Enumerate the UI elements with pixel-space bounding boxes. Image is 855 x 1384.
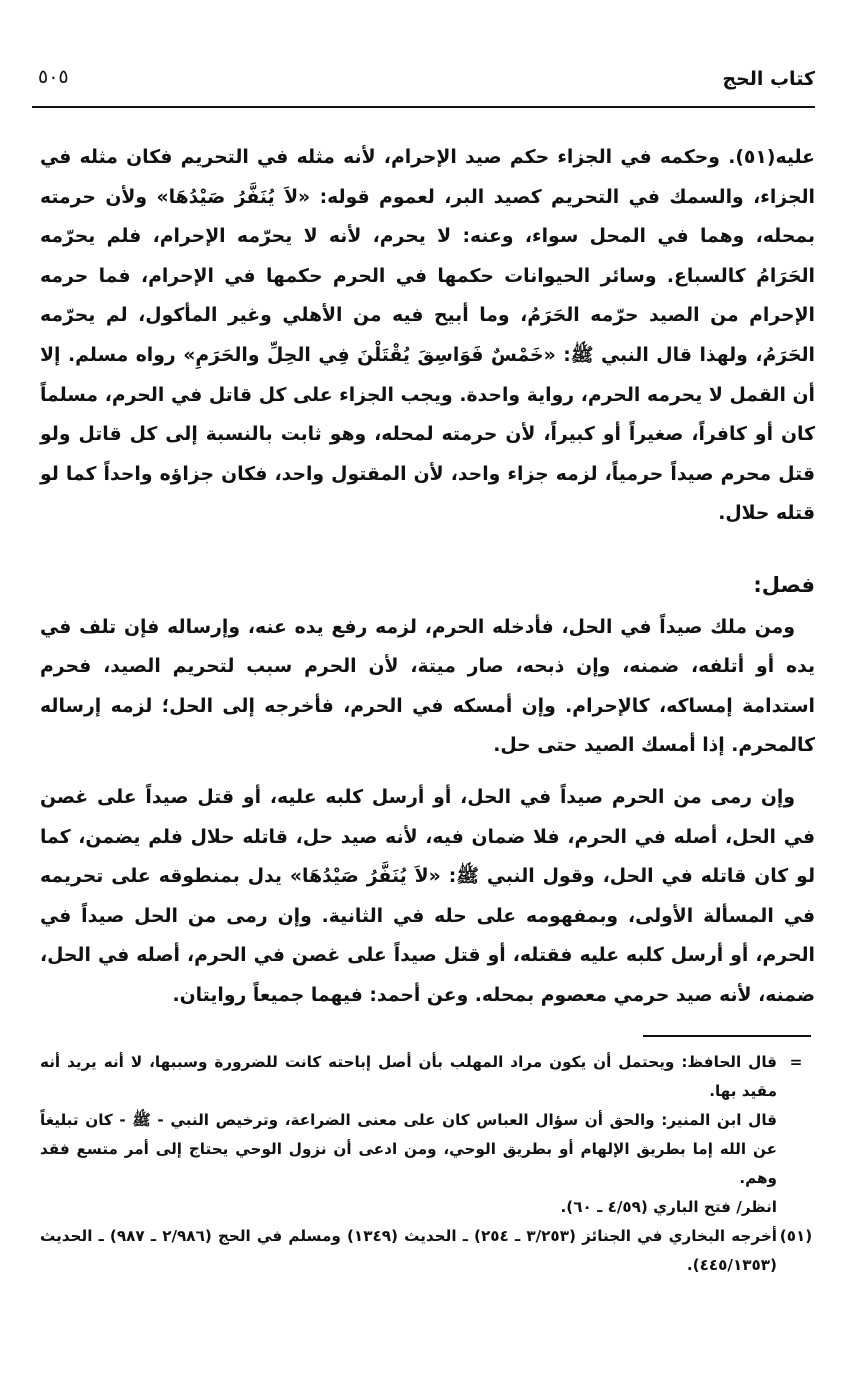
footnote-line: انظر/ فتح الباري (٤/٥٩ ـ ٦٠).: [560, 1198, 777, 1216]
footnote-line: قال ابن المنير: والحق أن سؤال العباس كان على معنى الضراعة، وترخيص النبي - ﷺ - كان تبليغاً عن الله إما بطريق الإلهام أو بطريق الوحي، ومن ادعى أن نزول الوحي يحتاج إلى أمر متسع فقد وهم.: [40, 1111, 777, 1187]
footnotes: [40, 1048, 815, 1280]
main-text: [40, 138, 815, 1015]
footnote-separator: [643, 1035, 811, 1037]
footnote-line: قال الحافظ: ويحتمل أن يكون مراد المهلب بأن أصل إباحته كانت للضرورة وسببها، لا أنه يريد أنه مقيد بها.: [40, 1053, 777, 1100]
footnote-continuation: [40, 1048, 815, 1222]
page-header: [32, 62, 815, 108]
paragraph: وإن رمى من الحرم صيداً في الحل، أو أرسل كلبه عليه، أو قتل صيداً على غصن في الحل، أصله في الحرم، فلا ضمان فيه، لأنه صيد حل، قاتله حلال فلم يضمن، كما لو كان قاتله في الحل، وقول النبي ﷺ: «لاَ يُنَفَّرُ صَيْدُهَا» يدل بمنطوقه على تحريمه في المسألة الأولى، وبمفهومه على حله في الثانية. وإن رمى من الحل صيداً في الحرم، أو أرسل كلبه عليه فقتله، أو قتل صيداً على غصن في الحرم، أصله في الحل، ضمنه، لأنه صيد حرمي معصوم بمحله. وعن أحمد: فيهما جميعاً روايتان.: [40, 786, 815, 1006]
page-number: ٥٠٥: [38, 66, 69, 88]
footnote-51: [40, 1222, 815, 1280]
section-heading: فصل:: [753, 572, 815, 597]
footnote-text: أخرجه البخاري في الجنائز (٣/٢٥٣ ـ ٢٥٤) ـ الحديث (١٣٤٩) ومسلم في الحج (٢/٩٨٦ ـ ٩٨٧) ـ الحديث (٤٤٥/١٣٥٣).: [40, 1227, 777, 1274]
book-title: كتاب الحج: [722, 68, 815, 90]
paragraph: ومن ملك صيداً في الحل، فأدخله الحرم، لزمه رفع يده عنه، وإرساله فإن تلف في يده أو أتلفه، ضمنه، وإن ذبحه، صار ميتة، لأن الحرم سبب لتحريم الصيد، فحرم استدامة إمساكه، كالإحرام. وإن أمسكه في الحرم، فأخرجه إلى الحل؛ لزمه إرساله كالمحرم. إذا أمسك الصيد حتى حل.: [40, 616, 815, 757]
paragraph-continued: عليه(٥١). وحكمه في الجزاء حكم صيد الإحرام، لأنه مثله في التحريم فكان مثله في الجزاء، والسمك في التحريم كصيد البر، لعموم قوله: «لاَ يُنَفَّرُ صَيْدُهَا» ولأن حرمته بمحله، وهما في المحل سواء، وعنه: لا يحرم، لأنه لا يحرّمه الإحرام، فلم يحرّمه الحَرَامُ كالسباع. وسائر الحيوانات حكمها في الحرم حكمها في الإحرام، فما حرمه الإحرام من الصيد حرّمه الحَرَمُ، وما أبيح فيه من الأهلي وغير المأكول، لم يحرّمه الحَرَمُ، ولهذا قال النبي ﷺ: «خَمْسٌ فَوَاسِقَ يُقْتَلْنَ فِي الحِلِّ والحَرَمِ» رواه مسلم. إلا أن القمل لا يحرمه الحرم، رواية واحدة. ويجب الجزاء على كل قاتل في الحرم، مسلماً كان أو كافراً، صغيراً أو كبيراً، لأن حرمته لمحله، وهو ثابت بالنسبة إلى كل قاتل ولو قتل محرم صيداً حرمياً، لزمه جزاء واحد، لأن المقتول واحد، فكان جزاؤه واحداً كما لو قتله حلال.: [40, 147, 815, 525]
footnote-number: (٥١): [779, 1227, 813, 1245]
footnote-continuation-marker: =: [789, 1053, 803, 1071]
